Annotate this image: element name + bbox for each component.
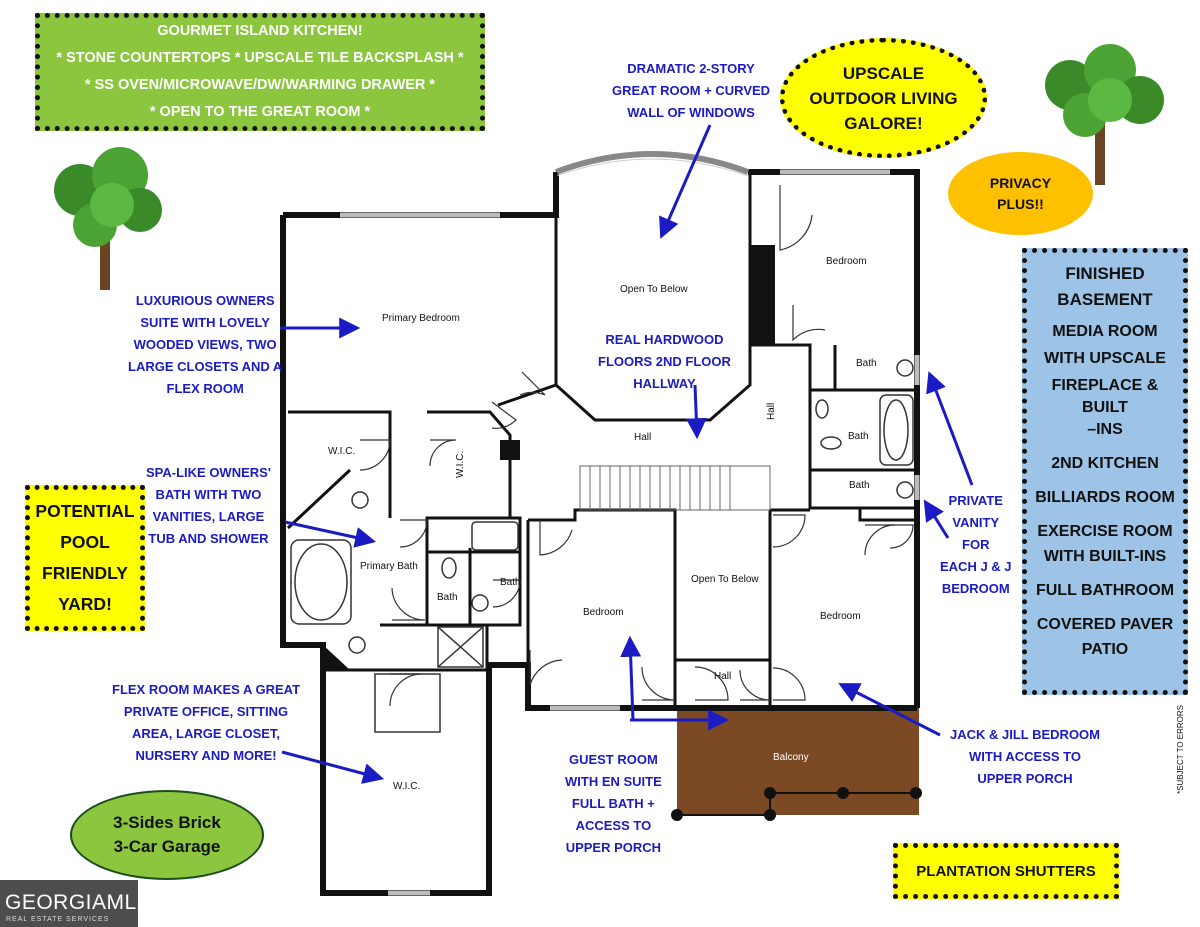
logo-sub: REAL ESTATE SERVICES xyxy=(6,916,110,923)
staircase xyxy=(580,466,770,510)
basement-item-11: PATIO xyxy=(1081,641,1129,658)
note-great-room-line-1: DRAMATIC 2-STORY xyxy=(627,61,755,76)
note-hardwood xyxy=(598,329,731,395)
note-owners-suite-line-5: FLEX ROOM xyxy=(166,381,244,396)
room-hall-v: Hall xyxy=(766,402,777,420)
kitchen-line-4: * OPEN TO THE GREAT ROOM * xyxy=(149,104,371,120)
basement-item-9: FULL BATHROOM xyxy=(1035,582,1175,599)
kitchen-line-3: * SS OVEN/MICROWAVE/DW/WARMING DRAWER * xyxy=(84,77,436,93)
note-flex-room xyxy=(112,679,300,767)
kitchen-line-1: GOURMET ISLAND KITCHEN! xyxy=(157,23,363,39)
note-spa-bath-line-2: BATH WITH TWO xyxy=(155,487,262,502)
basement-item-6: BILLIARDS ROOM xyxy=(1035,489,1175,506)
room-primary-bath: Primary Bath xyxy=(360,561,418,572)
note-owners-suite-line-2: SUITE WITH LOVELY xyxy=(140,315,270,330)
note-great-room-line-3: WALL OF WINDOWS xyxy=(627,105,755,120)
room-bath-4: Bath xyxy=(437,592,458,603)
annotation-arrows xyxy=(280,125,972,778)
note-great-room xyxy=(612,58,770,124)
privacy-line-2: PLUS!! xyxy=(997,195,1044,212)
note-hardwood-line-1: REAL HARDWOOD xyxy=(605,332,724,347)
note-flex-room-line-3: AREA, LARGE CLOSET, xyxy=(131,726,281,741)
room-open-to-below-2: Open To Below xyxy=(691,574,759,585)
note-guest-room-line-5: UPPER PORCH xyxy=(565,840,662,855)
outdoor-line-1: UPSCALE xyxy=(842,63,925,83)
note-spa-bath-line-1: SPA-LIKE OWNERS' xyxy=(146,465,271,480)
tree-left-icon xyxy=(54,147,162,290)
basement-item-4: –INS xyxy=(1087,421,1123,438)
room-bath-2: Bath xyxy=(848,431,869,442)
room-open-to-below-1: Open To Below xyxy=(620,284,688,295)
note-private-vanity-line-3: FOR xyxy=(962,537,990,552)
note-spa-bath xyxy=(146,462,271,550)
note-great-room-line-2: GREAT ROOM + CURVED xyxy=(612,83,771,98)
shutters-label: PLANTATION SHUTTERS xyxy=(916,862,1096,880)
room-hall-main: Hall xyxy=(634,432,652,443)
note-jack-jill xyxy=(950,724,1100,790)
note-owners-suite-line-4: LARGE CLOSETS AND A xyxy=(128,359,283,374)
room-bedroom-ne: Bedroom xyxy=(826,256,867,267)
room-balcony: Balcony xyxy=(773,752,809,763)
note-private-vanity-line-4: EACH J & J xyxy=(940,559,1012,574)
note-guest-room xyxy=(565,749,662,859)
room-bath-1: Bath xyxy=(856,358,877,369)
kitchen-line-2: * STONE COUNTERTOPS * UPSCALE TILE BACKSPLASH * xyxy=(56,50,464,66)
room-wic-3: W.I.C. xyxy=(393,781,421,792)
basement-item-10: COVERED PAVER xyxy=(1036,616,1174,633)
pool-line-1: POTENTIAL xyxy=(35,501,135,521)
outdoor-line-2: OUTDOOR LIVING xyxy=(809,88,958,108)
room-wic-1: W.I.C. xyxy=(328,446,356,457)
bath-fixtures xyxy=(291,360,913,732)
pool-line-4: YARD! xyxy=(58,594,112,614)
note-private-vanity xyxy=(940,490,1012,600)
note-flex-room-line-1: FLEX ROOM MAKES A GREAT xyxy=(112,682,301,697)
pool-line-2: POOL xyxy=(60,532,110,552)
plantation-shutters-callout xyxy=(893,843,1119,899)
basement-item-1: MEDIA ROOM xyxy=(1052,323,1158,340)
basement-item-2: WITH UPSCALE xyxy=(1044,350,1166,367)
privacy-line-1: PRIVACY xyxy=(989,174,1052,191)
note-owners-suite-line-3: WOODED VIEWS, TWO xyxy=(133,337,277,352)
garage-oval xyxy=(70,790,264,880)
note-flex-room-line-2: PRIVATE OFFICE, SITTING xyxy=(123,704,289,719)
curved-window-wall xyxy=(556,154,748,172)
outdoor-living-oval xyxy=(780,38,987,158)
room-primary-bedroom: Primary Bedroom xyxy=(382,313,460,324)
finished-basement-callout xyxy=(1022,248,1188,695)
georgia-mls-logo xyxy=(0,880,152,927)
room-bedroom-se: Bedroom xyxy=(820,611,861,622)
note-spa-bath-line-3: VANITIES, LARGE xyxy=(152,509,265,524)
note-private-vanity-line-2: VANITY xyxy=(952,515,1000,530)
note-spa-bath-line-4: TUB AND SHOWER xyxy=(148,531,269,546)
basement-title-2: BASEMENT xyxy=(1057,290,1153,309)
room-bath-3: Bath xyxy=(849,480,870,491)
note-jack-jill-line-3: UPPER PORCH xyxy=(977,771,1073,786)
note-guest-room-line-1: GUEST ROOM xyxy=(568,752,658,767)
room-hall-small: Hall xyxy=(714,671,732,682)
basement-title-1: FINISHED xyxy=(1065,264,1145,283)
note-owners-suite xyxy=(128,290,282,400)
note-guest-room-line-3: FULL BATH + xyxy=(571,796,655,811)
note-jack-jill-line-1: JACK & JILL BEDROOM xyxy=(950,727,1100,742)
note-guest-room-line-4: ACCESS TO xyxy=(575,818,652,833)
outdoor-line-3: GALORE! xyxy=(844,113,923,133)
note-hardwood-line-3: HALLWAY xyxy=(633,376,696,391)
room-bedroom-s: Bedroom xyxy=(583,607,624,618)
pool-callout xyxy=(25,485,145,631)
pool-line-3: FRIENDLY xyxy=(42,563,128,583)
logo-main: GEORGIAMLS xyxy=(5,891,152,914)
basement-item-5: 2ND KITCHEN xyxy=(1051,455,1159,472)
basement-item-8: WITH BUILT-INS xyxy=(1043,548,1167,565)
subject-to-errors-note: *SUBJECT TO ERRORS xyxy=(1176,705,1185,794)
note-flex-room-line-4: NURSERY AND MORE! xyxy=(135,748,277,763)
basement-item-7: EXERCISE ROOM xyxy=(1037,523,1173,540)
privacy-oval xyxy=(948,152,1093,235)
garage-line-1: 3-Sides Brick xyxy=(113,813,221,832)
room-wic-2: W.I.C. xyxy=(455,450,466,478)
note-jack-jill-line-2: WITH ACCESS TO xyxy=(969,749,1081,764)
note-private-vanity-line-5: BEDROOM xyxy=(941,581,1010,596)
note-private-vanity-line-1: PRIVATE xyxy=(948,493,1003,508)
note-hardwood-line-2: FLOORS 2ND FLOOR xyxy=(598,354,731,369)
note-guest-room-line-2: WITH EN SUITE xyxy=(565,774,662,789)
basement-item-3: FIREPLACE & BUILT xyxy=(1051,377,1159,416)
garage-line-2: 3-Car Garage xyxy=(113,837,221,856)
kitchen-callout xyxy=(35,13,485,131)
note-owners-suite-line-1: LUXURIOUS OWNERS xyxy=(135,293,275,308)
room-bath-5: Bath xyxy=(500,577,521,588)
